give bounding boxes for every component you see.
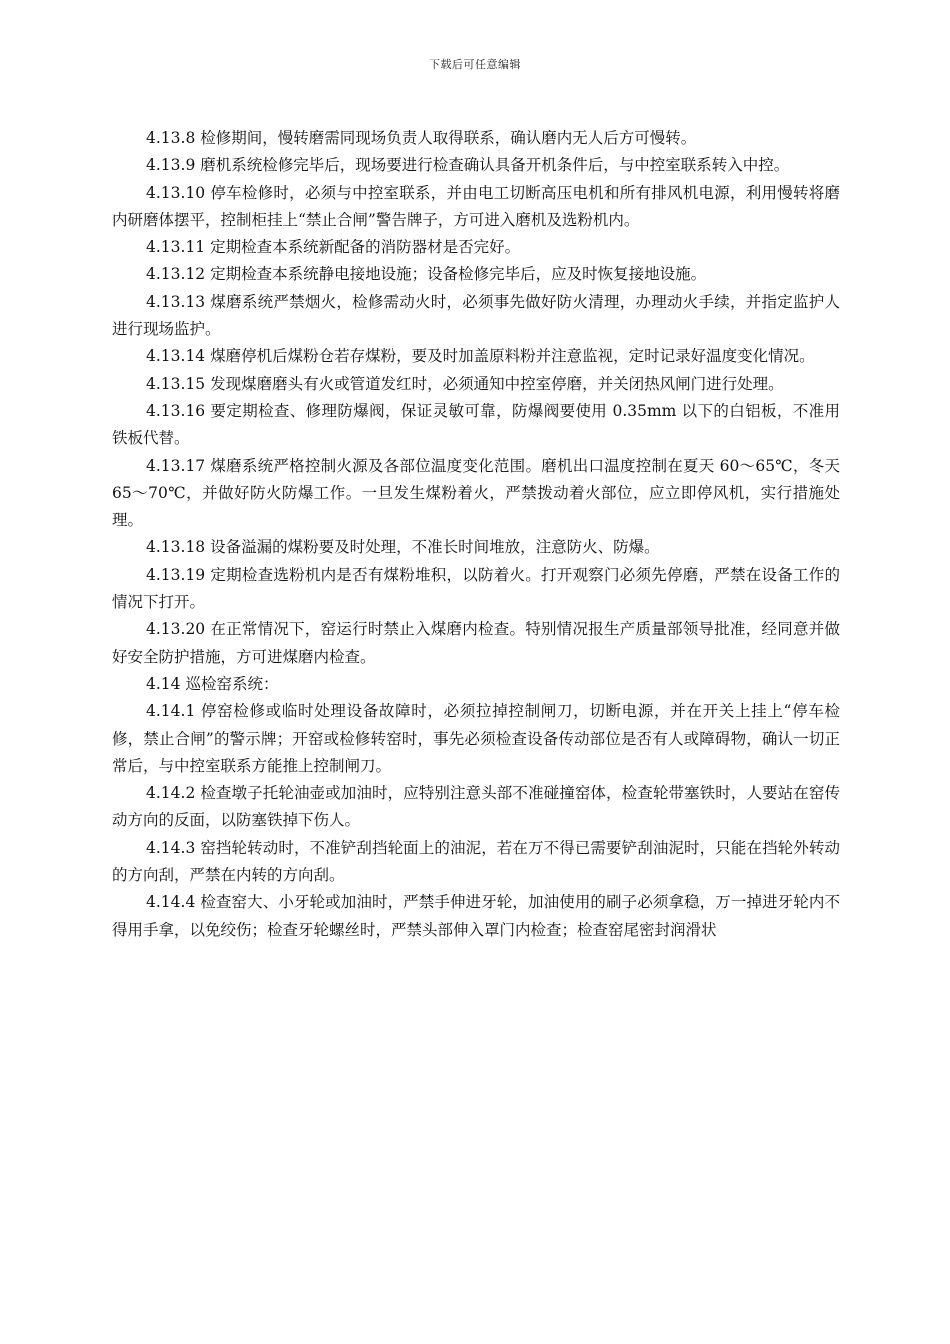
section-heading-4-14: 4.14 巡检窑系统：: [146, 674, 279, 693]
paragraph-4-13-12: 4.13.12 定期检查本系统静电接地设施；设备检修完毕后，应及时恢复接地设施。: [146, 265, 707, 284]
paragraph-4-13-14: 4.13.14 煤磨停机后煤粉仓若存煤粉，要及时加盖原料粉并注意监视，定时记录好温度变化情况。: [146, 347, 815, 366]
paragraph-4-13-10: 4.13.10 停车检修时，必须与中控室联系，并由电工切断高压电机和所有排风机电源，利用慢转将磨内研磨体摆平，控制柜挂上“禁止合闸”警告牌子，方可进入磨机及选粉机内。: [112, 183, 840, 229]
paragraph-4-14-4: 4.14.4 检查窑大、小牙轮或加油时，严禁手伸进牙轮，加油使用的刷子必须拿稳，万一掉进牙轮内不得用手拿，以免绞伤；检查牙轮螺丝时，严禁头部伸入罩门内检查；检查窑尾密封润滑状: [112, 893, 840, 939]
paragraph-4-14-2: 4.14.2 检查墩子托轮油壶或加油时，应特别注意头部不准碰撞窑体，检查轮带塞铁时，人要站在窑传动方向的反面，以防塞铁掉下伤人。: [112, 784, 840, 830]
paragraph-4-14-3: 4.14.3 窑挡轮转动时，不准铲刮挡轮面上的油泥，若在万不得已需要铲刮油泥时，只能在挡轮外转动的方向刮，严禁在内转的方向刮。: [112, 838, 840, 885]
document-body: [112, 125, 840, 944]
paragraph-4-13-17: 4.13.17 煤磨系统严格控制火源及各部位温度变化范围。磨机出口温度控制在夏天 60～65℃，冬天 65～70℃，并做好防火防爆工作。一旦发生煤粉着火，严禁拨动着火部位，应立即停风机，实行措施处理。: [112, 456, 840, 530]
paragraph-4-13-19: 4.13.19 定期检查选粉机内是否有煤粉堆积，以防着火。打开观察门必须先停磨，严禁在设备工作的情况下打开。: [112, 565, 840, 612]
paragraph-4-13-20: 4.13.20 在正常情况下，窑运行时禁止入煤磨内检查。特别情况报生产质量部领导批准，经同意并做好安全防护措施，方可进煤磨内检查。: [112, 620, 840, 666]
paragraph-4-14-1: 4.14.1 停窑检修或临时处理设备故障时，必须拉掉控制闸刀，切断电源，并在开关上挂上“停车检修，禁止合闸”的警示牌；开窑或检修转窑时，事先必须检查设备传动部位是否有人或障碍物，确认一切正常后，与中控室联系方能推上控制闸刀。: [112, 702, 840, 775]
paragraph-4-13-15: 4.13.15 发现煤磨磨头有火或管道发红时，必须通知中控室停磨，并关闭热风闸门进行处理。: [146, 374, 784, 393]
paragraph-4-13-11: 4.13.11 定期检查本系统新配备的消防器材是否完好。: [146, 238, 521, 257]
paragraph-4-13-9: 4.13.9 磨机系统检修完毕后，现场要进行检查确认具备开机条件后，与中控室联系转入中控。: [146, 156, 790, 175]
paragraph-4-13-18: 4.13.18 设备溢漏的煤粉要及时处理，不准长时间堆放，注意防火、防爆。: [146, 538, 660, 557]
paragraph-4-13-13: 4.13.13 煤磨系统严禁烟火，检修需动火时，必须事先做好防火清理，办理动火手续，并指定监护人进行现场监护。: [112, 292, 840, 339]
paragraph-4-13-8: 4.13.8 检修期间，慢转磨需同现场负责人取得联系，确认磨内无人后方可慢转。: [146, 129, 697, 147]
page-header: 下载后可任意编辑: [429, 58, 521, 71]
paragraph-4-13-16: 4.13.16 要定期检查、修理防爆阀，保证灵敏可靠，防爆阀要使用 0.35mm 以下的白铝板，不准用铁板代替。: [112, 401, 840, 448]
